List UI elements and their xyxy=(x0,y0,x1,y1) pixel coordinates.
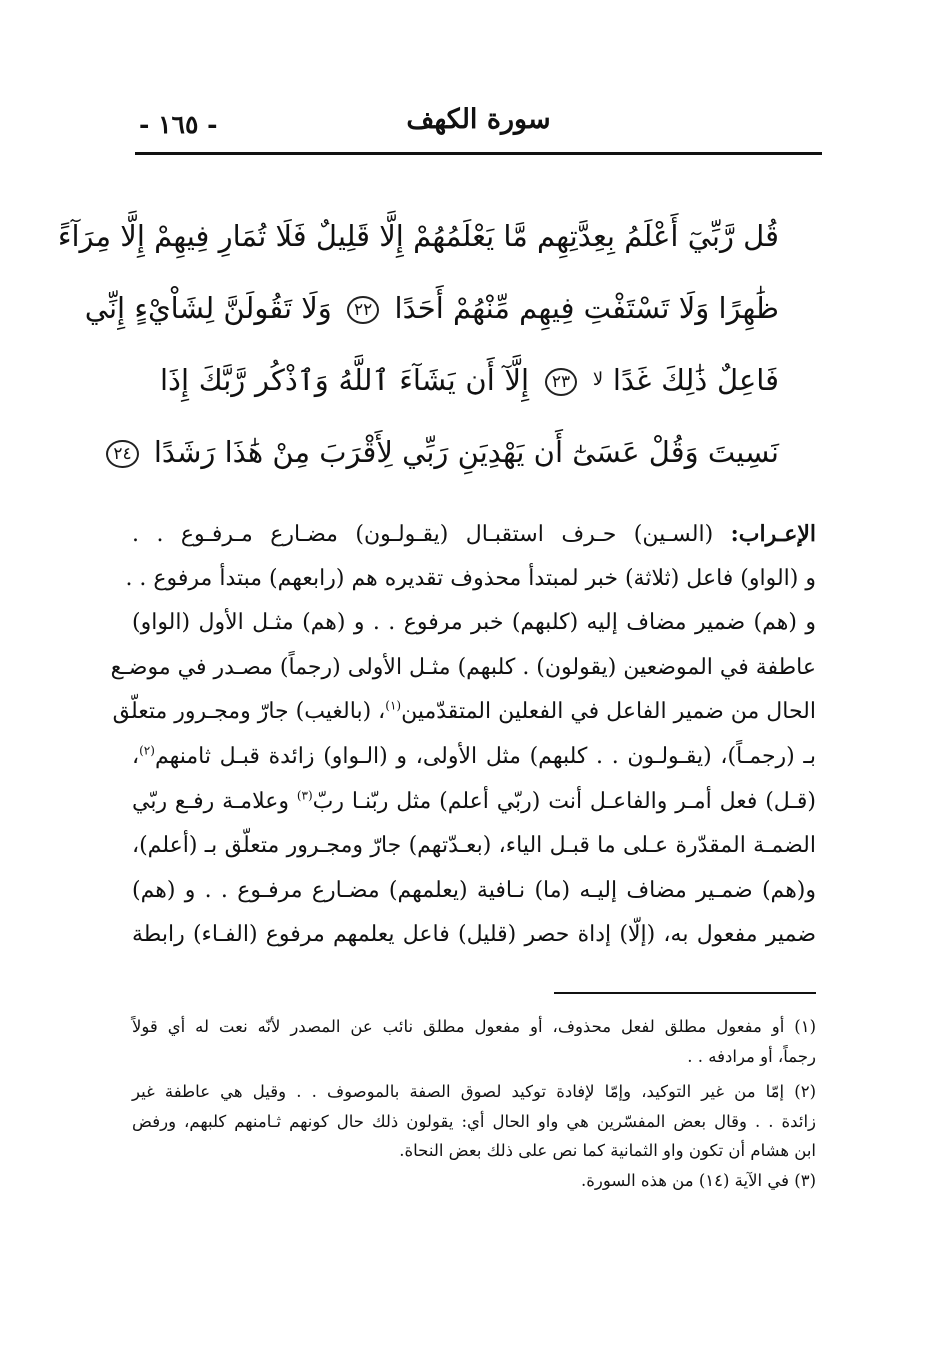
verse-line-1 xyxy=(57,200,779,272)
footnotes xyxy=(132,1012,816,1195)
body-line: و (الواو) فاعل (ثلاثة) خبر لمبتدأ محذوف تقديره هم (رابعهم) مبتدأ مرفوع . . xyxy=(125,565,816,591)
footnote-1-line: رجماً، أو مرادفه . . xyxy=(687,1046,816,1066)
quran-verses xyxy=(57,200,779,488)
body-line: و (هم) ضمير مضاف إليه (كلبهم) خبر مرفوع . . و (هم) مثـل الأول (الواو) xyxy=(132,610,816,636)
page-header xyxy=(135,96,822,155)
footnote-2-line: (٢) إمّا من غير التوكيد، وإمّا لإفادة توكيد لصوق الصفة بالموصوف . . وقيل هي عاطفة غير xyxy=(132,1082,816,1101)
body-line: ضمير مفعول به، (إلّا) إداة حصر (قليل) فاعل يعلمهم مرفوع (الفـاء) رابطة xyxy=(132,922,816,948)
verse-text: نَسِيتَ وَقُلْ عَسَىٰٓ أَن يَهْدِيَنِ رَبِّي لِأَقْرَبَ مِنْ هَٰذَا رَشَدًا xyxy=(153,435,779,469)
body-text: وعلامـة رفـع ربّي xyxy=(132,788,297,814)
body-line xyxy=(132,780,816,825)
ayah-number-marker: ٢٣ xyxy=(545,368,577,396)
verse-text: إِلَّآ أَن يَشَآءَ ٱللَّهُ وَٱذْكُر رَّبَّكَ إِذَا xyxy=(160,363,530,397)
footnote-reference[interactable]: (١) xyxy=(385,699,402,714)
footnote-2-line: زائدة . . وقال بعض المفسّرين هي واو الحال أي: يقولون ذلك حال كونهم ثـامنهم كلبهم، ورفض xyxy=(132,1111,816,1131)
body-text: (السـين) حـرف استقبـال (يقـولـون) مضـارع مـرفـوع . . xyxy=(132,522,714,547)
verse-text: وَلَا تَقُولَنَّ لِشَاْيْءٍ إِنِّي xyxy=(84,291,332,325)
body-line: و(هم) ضمـير مضاف إليـه (ما) نـافية (يعلمهم) مضـارع مرفـوع . . و (هم) xyxy=(132,877,816,903)
verse-line-4 xyxy=(113,416,779,488)
body-text: بـ (رجمـاً)، (يقـولـون . . كلبهم) مثل الأولى، و (الـواو) زائدة قبـل ثامنهم xyxy=(154,743,816,769)
verse-line-2 xyxy=(84,272,779,344)
section-heading: الإعـراب: xyxy=(730,521,816,547)
body-line xyxy=(132,735,816,780)
footnote-3-line: (٣) في الآية (١٤) من هذه السورة. xyxy=(580,1170,816,1190)
body-text: ، (بالغيب) جارّ ومجـرور متعلّق xyxy=(112,699,386,725)
verse-text: فَاعِلٌ ذَٰلِكَ غَدًا xyxy=(612,363,779,397)
page-number: - ١٦٥ - xyxy=(139,110,218,139)
footnote-reference[interactable]: (٣) xyxy=(296,788,313,803)
footnote-reference[interactable]: (٢) xyxy=(139,743,155,758)
verse-text: ظَٰهِرًا وَلَا تَسْتَفْتِ فِيهِم مِّنْهُمْ أَحَدًا xyxy=(394,291,779,325)
ayah-number-marker: ٢٤ xyxy=(106,440,138,468)
verse-line-3 xyxy=(160,344,779,416)
body-text: (قـل) فعل أمـر والفاعـل أنت (ربّي أعلم) مثل ربّنـا ربّ xyxy=(312,788,816,814)
ayah-number-marker: ٢٢ xyxy=(347,296,379,324)
body-text: الحال من ضمير الفاعل في الفعلين المتقدّمين xyxy=(401,699,816,725)
body-line xyxy=(132,512,816,557)
footnote-2-line: ابن هشام أن تكون واو الثمانية كما نص على ذلك بعض النحاة. xyxy=(399,1141,816,1160)
body-line: عاطفة في الموضعين (يقولون) . كلبهم) مثـل الأولى (رجماً) مصـدر في موضـع xyxy=(110,654,816,680)
waqf-pause-mark: لا xyxy=(592,369,604,390)
body-line xyxy=(112,690,816,735)
grammar-analysis xyxy=(110,512,816,958)
verse-text: قُل رَّبِّيٓ أَعْلَمُ بِعِدَّتِهِم مَّا يَعْلَمُهُمْ إِلَّا قَلِيلٌ فَلَا تُمَارِ فِيهِمْ إِلَّا مِرَآءً xyxy=(57,219,779,253)
body-line: الضمـة المقدّرة عـلى ما قبـل الياء، (بعـدّتهم) جارّ ومجـرور متعلّق بـ (أعلم)، xyxy=(132,833,816,859)
footnote-1-line: (١) أو مفعول مطلق لفعل محذوف، أو مفعول مطلق نائب عن المصدر لأنّه نعت له أي قولاً xyxy=(132,1017,816,1036)
footnote-divider xyxy=(554,992,816,994)
body-text: ، xyxy=(132,743,140,769)
surah-title: سورة الكهف xyxy=(406,104,551,135)
